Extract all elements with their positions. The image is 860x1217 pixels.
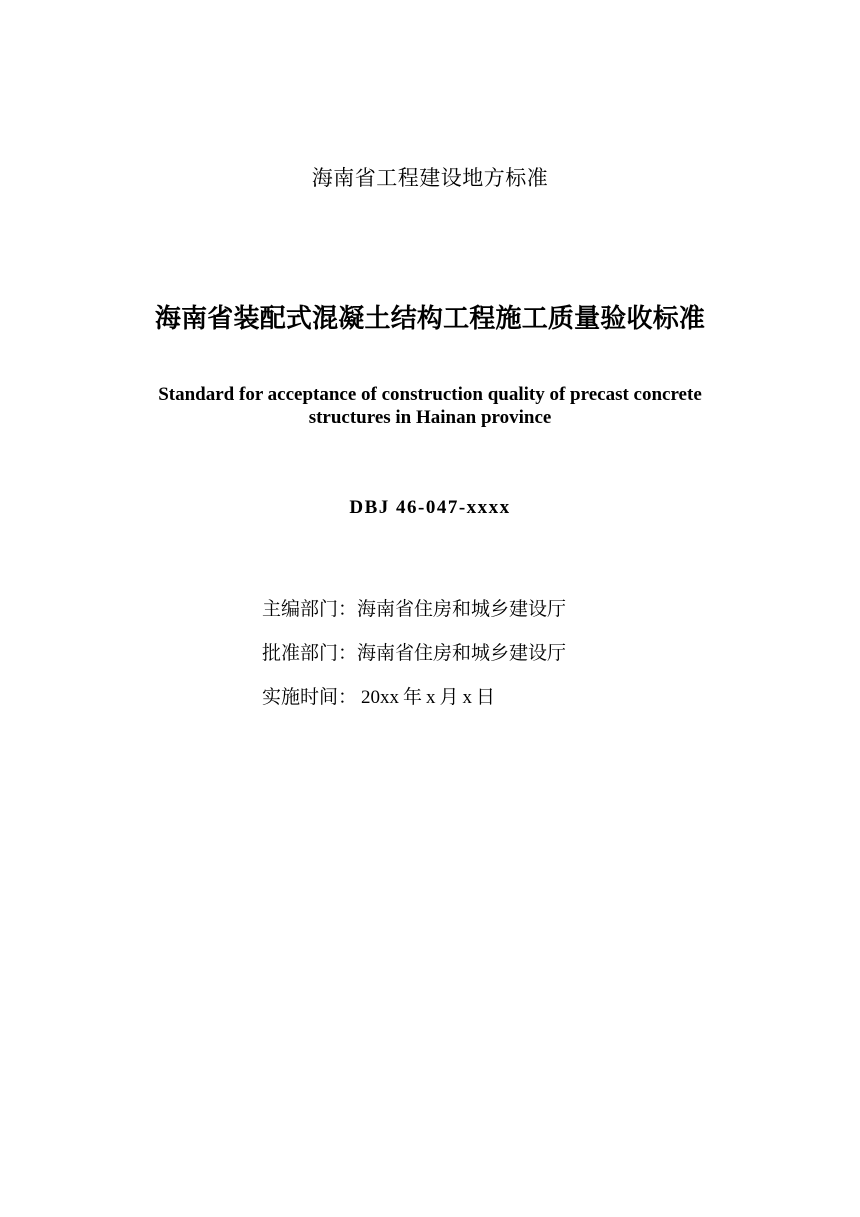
effective-day-unit: 日 xyxy=(476,686,496,708)
english-title-line-1: Standard for acceptance of construction quality of precast concrete xyxy=(158,384,702,405)
main-title: 海南省装配式混凝土结构工程施工质量验收标准 xyxy=(154,304,706,334)
approver-value: 海南省住房和城乡建设厅 xyxy=(357,642,567,664)
approver-info xyxy=(262,638,566,665)
effective-month: x xyxy=(426,687,436,708)
effective-month-unit: 月 xyxy=(439,686,459,708)
standard-code: DBJ 46-047-xxxx xyxy=(349,497,511,518)
effective-date-label: 实施时间： xyxy=(262,686,358,708)
approver-label: 批准部门： xyxy=(262,642,358,664)
effective-year: 20xx xyxy=(361,687,400,708)
editor-label: 主编部门： xyxy=(262,598,358,620)
effective-day: x xyxy=(462,687,473,708)
english-title xyxy=(0,383,860,429)
editor-info xyxy=(262,594,566,621)
english-title-line-2: structures in Hainan province xyxy=(308,407,552,428)
series-title: 海南省工程建设地方标准 xyxy=(311,166,549,190)
effective-year-unit: 年 xyxy=(403,686,423,708)
editor-value: 海南省住房和城乡建设厅 xyxy=(357,598,567,620)
effective-date-info xyxy=(262,682,495,709)
